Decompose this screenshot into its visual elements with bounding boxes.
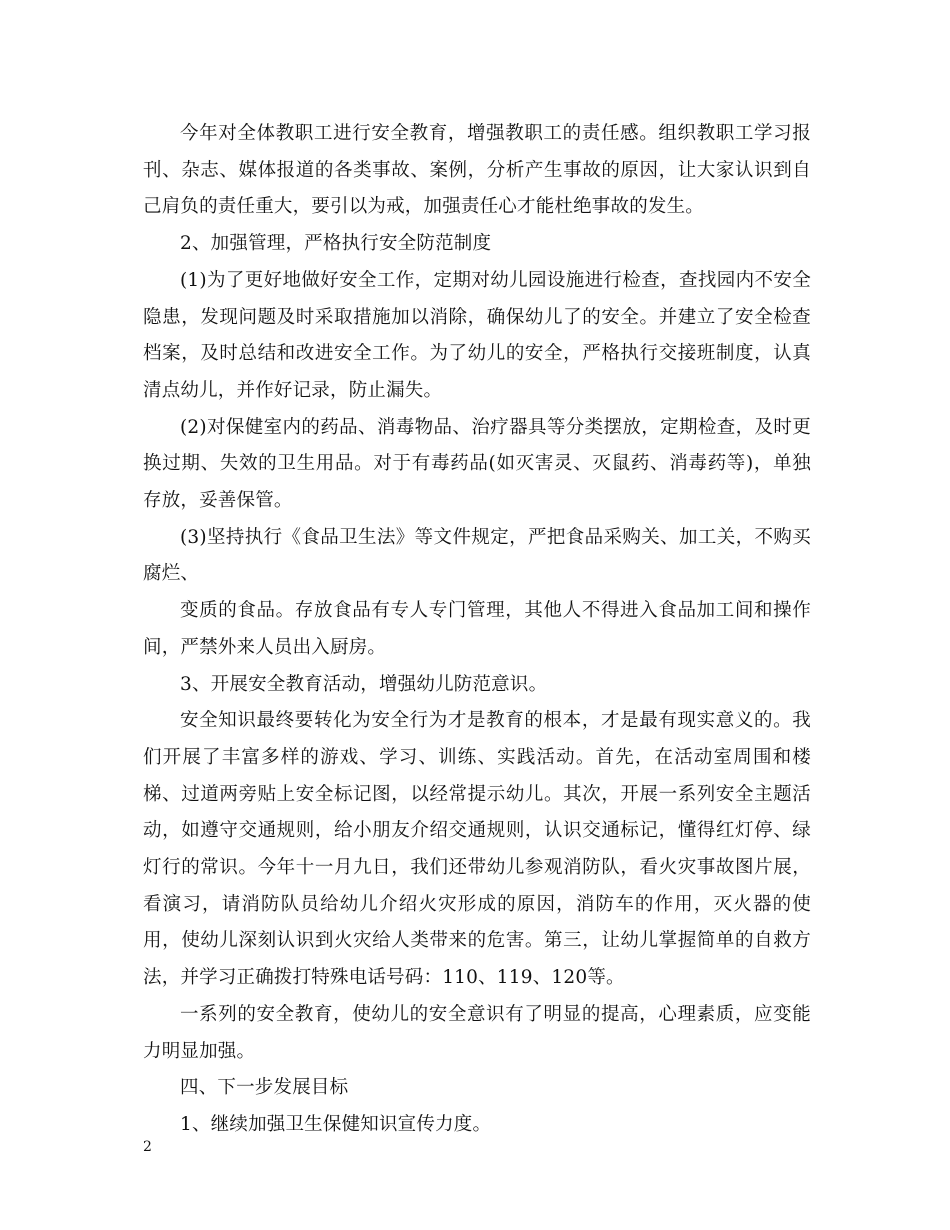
paragraph-facility-inspection: (1)为了更好地做好安全工作，定期对幼儿园设施进行检查，查找园内不安全隐患，发现问题及时采取措施加以消除，确保幼儿了的安全。并建立了安全检查档案，及时总结和改进安全工作。为了幼儿的安全，严格执行交接班制度，认真清点幼儿，并作好记录，防止漏失。 — [143, 269, 811, 401]
heading-next-goals: 四、下一步发展目标 — [180, 1077, 349, 1099]
paragraph-food-hygiene: (3)坚持执行《食品卫生法》等文件规定，严把食品采购关、加工关，不购买腐烂、 — [143, 526, 811, 585]
paragraph-health-room-medicine: (2)对保健室内的药品、消毒物品、治疗器具等分类摆放，定期检查，及时更换过期、失效的卫生用品。对于有毒药品(如灭害灵、灭鼠药、消毒药等)，单独存放，妥善保管。 — [143, 416, 811, 512]
paragraph-food-storage: 变质的食品。存放食品有专人专门管理，其他人不得进入食品加工间和操作间，严禁外来人员出入厨房。 — [143, 600, 811, 658]
paragraph-safety-knowledge-activities: 安全知识最终要转化为安全行为才是教育的根本，才是最有现实意义的。我们开展了丰富多样的游戏、学习、训练、实践活动。首先，在活动室周围和楼梯、过道两旁贴上安全标记图，以经常提示幼儿。其次，开展一系列安全主题活动，如遵守交通规则，给小朋友介绍交通规则，认识交通标记，懂得红灯停、绿灯行的常识。今年十一月九日，我们还带幼儿参观消防队，看火灾事故图片展，看演习，请消防队员给幼儿介绍火灾形成的原因，消防车的作用，灭火器的使用，使幼儿深刻认识到火灾给人类带来的危害。第三，让幼儿掌握简单的自救方法，并学习正确拨打特殊电话号码：110、119、120等。 — [143, 710, 811, 989]
paragraph-staff-safety-education: 今年对全体教职工进行安全教育，增强教职工的责任感。组织教职工学习报刊、杂志、媒体报道的各类事故、案例，分析产生事故的原因，让大家认识到自己肩负的责任重大，要引以为戒，加强责任心才能杜绝事故的发生。 — [143, 123, 811, 218]
paragraph-safety-awareness-result: 一系列的安全教育，使幼儿的安全意识有了明显的提高，心理素质，应变能力明显加强。 — [143, 1003, 811, 1062]
document-body — [143, 116, 811, 1144]
heading-safety-activities: 3、开展安全教育活动，增强幼儿防范意识。 — [180, 673, 548, 695]
paragraph-goal-health-publicity: 1、继续加强卫生保健知识宣传力度。 — [180, 1113, 492, 1135]
heading-strengthen-management: 2、加强管理，严格执行安全防范制度 — [180, 233, 492, 255]
page-number: 2 — [143, 1139, 152, 1155]
